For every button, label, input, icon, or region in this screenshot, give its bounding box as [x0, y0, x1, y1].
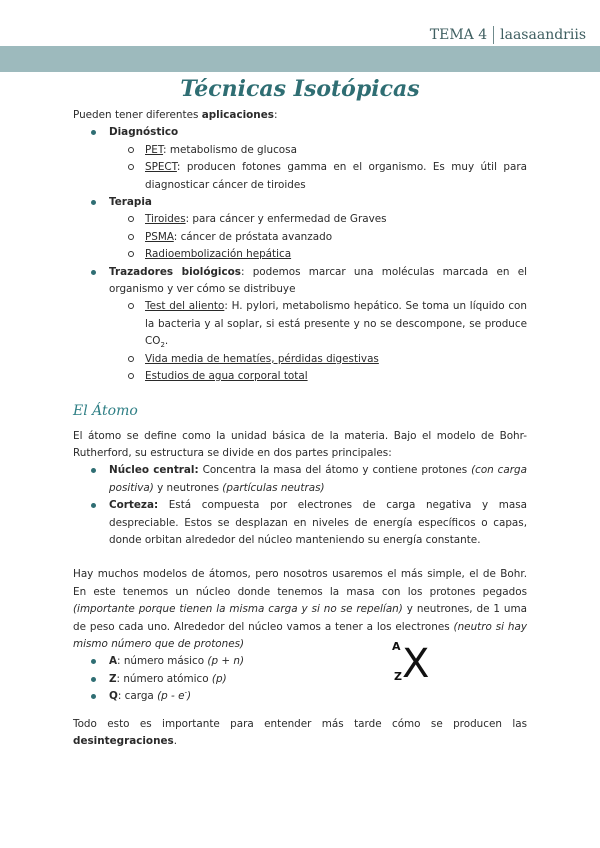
- term-tiroides: Tiroides: [145, 213, 186, 226]
- bohr-italic: (importante porque tienen la misma carga y si no se repelían): [73, 603, 403, 616]
- list-item-a: [73, 653, 527, 670]
- bohr-paragraph: [73, 566, 527, 653]
- key-q: Q: [109, 690, 118, 703]
- item-italic: (p): [211, 672, 227, 685]
- item-italic-end: ): [187, 690, 192, 703]
- item-italic: (p - e: [157, 690, 185, 703]
- list-item: [109, 368, 527, 385]
- corteza-text: Está compuesta por electrones de carga negativa y masa despreciable. Estos se desplazan en niveles de energía específicos o capas, donde orbitan alrededor del núcleo manteniendo su energía constante.: [109, 499, 527, 546]
- term-test-aliento: Test del aliento: [145, 300, 225, 313]
- notation-mass-number: A: [392, 640, 401, 653]
- nucleo-text: Concentra la masa del átomo y contiene protones: [198, 464, 472, 477]
- closing-end: .: [173, 735, 178, 747]
- list-item-z: [73, 671, 527, 688]
- page-header: [430, 26, 586, 44]
- header-divider: [493, 26, 494, 44]
- terapia-sublist: [109, 211, 527, 263]
- nucleo-italic-2: (partículas neutras): [222, 481, 325, 494]
- document-body: [73, 107, 527, 750]
- diagnostico-sublist: [109, 142, 527, 194]
- page-title: Técnicas Isotópicas: [180, 76, 420, 102]
- terapia-label: Terapia: [109, 196, 152, 209]
- spacer: [73, 549, 527, 566]
- trazadores-text: : podemos marcar una moléculas marcada en el organismo y ver cómo se distribuye: [109, 265, 528, 296]
- item-text: : metabolismo de glucosa: [163, 143, 297, 156]
- bohr-text-2: y neutrones, de 1 uma de peso cada uno. Alrededor del núcleo vamos a tener a los electrones: [73, 603, 527, 633]
- key-a: A: [109, 655, 118, 668]
- item-text: : para cáncer y enfermedad de Graves: [185, 213, 387, 226]
- header-band: [0, 46, 600, 72]
- corteza-label: Corteza:: [109, 499, 159, 512]
- closing-paragraph: [73, 716, 527, 751]
- closing-text: Todo esto es importante para entender más tarde cómo se producen las: [73, 717, 527, 730]
- header-author: laasaandriis: [500, 27, 586, 43]
- applications-list: [73, 124, 527, 385]
- closing-bold: desintegraciones: [73, 735, 174, 747]
- list-item: [109, 229, 527, 246]
- atomo-intro: El átomo se define como la unidad básica de la materia. Bajo el modelo de Bohr-Rutherford, su estructura se divide en dos partes principales:: [73, 429, 527, 459]
- list-item-diagnostico: [73, 124, 527, 194]
- nucleo-italic: (con carga positiva): [109, 464, 527, 494]
- item-text: : carga: [117, 690, 158, 703]
- list-item: [109, 142, 527, 159]
- section-heading-atomo: El Átomo: [73, 402, 138, 419]
- intro-bold: aplicaciones: [201, 109, 274, 121]
- intro-paragraph: [73, 107, 527, 124]
- term-psma: PSMA: [145, 230, 174, 243]
- list-item-nucleo: [73, 462, 527, 497]
- term-agua-corporal: Estudios de agua corporal total: [145, 370, 308, 383]
- key-z: Z: [109, 672, 117, 685]
- diagnostico-label: Diagnóstico: [109, 126, 179, 139]
- notation-element-symbol: X: [402, 641, 430, 687]
- list-item-trazadores: [73, 264, 527, 386]
- trazadores-label: Trazadores biológicos: [109, 265, 241, 278]
- item-italic: (p + n): [207, 655, 245, 668]
- list-item: [109, 211, 527, 228]
- item-end: .: [164, 335, 169, 348]
- item-text: : cáncer de próstata avanzado: [173, 230, 333, 243]
- list-item-corteza: [73, 497, 527, 549]
- superscript-minus: -: [184, 688, 188, 697]
- header-topic: TEMA 4: [429, 27, 488, 43]
- nucleo-label: Núcleo central:: [109, 464, 199, 477]
- item-text: : producen fotones gamma en el organismo. Es muy útil para diagnosticar cáncer de tiroides: [145, 161, 527, 191]
- trazadores-sublist: [109, 298, 527, 385]
- subscript-2: 2: [160, 341, 165, 350]
- notation-atomic-number: Z: [394, 670, 402, 683]
- intro-text: Pueden tener diferentes: [73, 109, 202, 121]
- list-item-terapia: [73, 194, 527, 264]
- term-radioembolizacion: Radioembolización hepática: [145, 248, 292, 261]
- bohr-text: Hay muchos modelos de átomos, pero nosotros usaremos el más simple, el de Bohr. En este tenemos un núcleo donde tenemos la masa con los protones pegados: [73, 568, 527, 598]
- item-text: : H. pylori, metabolismo hepático. Se toma un líquido con la bacteria y al soplar, si está presente y no se descompone, se produce CO: [145, 300, 527, 348]
- list-item-q: [73, 688, 527, 705]
- item-text: : número másico: [117, 655, 208, 668]
- list-item: [109, 351, 527, 368]
- bohr-italic-2: (neutro si hay mismo número que de protones): [73, 620, 527, 650]
- list-item: [109, 159, 527, 194]
- term-vida-media: Vida media de hematíes, pérdidas digestivas: [145, 352, 379, 365]
- atomic-notation-figure: [392, 640, 452, 688]
- nucleo-text-2: y neutrones: [153, 481, 223, 494]
- notation-list: [73, 653, 527, 705]
- spacer: [73, 706, 527, 716]
- list-item: [109, 298, 527, 350]
- term-pet: PET: [145, 143, 164, 156]
- item-text: : número atómico: [116, 672, 212, 685]
- term-spect: SPECT: [145, 161, 177, 174]
- intro-end: :: [273, 109, 278, 121]
- list-item: [109, 246, 527, 263]
- atomo-parts-list: [73, 462, 527, 549]
